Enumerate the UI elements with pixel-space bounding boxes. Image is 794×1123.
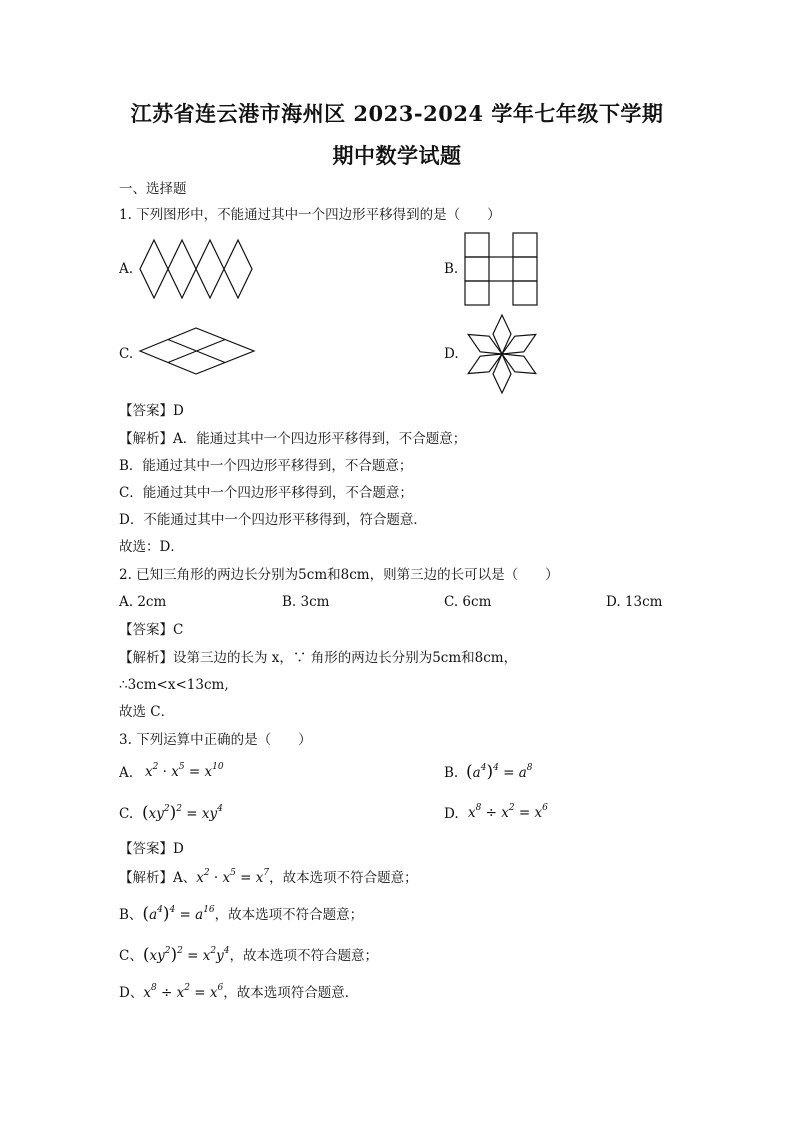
page-title: 江苏省连云港市海州区 2023-2024 学年七年级下学期 xyxy=(130,101,664,126)
q3-analysis-expression: $(xy^2)^2 = x^2y^4$ xyxy=(142,945,230,965)
section-heading: 一、选择题 xyxy=(119,181,187,197)
q1-analysis-line: C．能通过其中一个四边形平移得到，不合题意； xyxy=(119,485,413,501)
q1-figure-c-divided-rhombus xyxy=(138,326,256,376)
q1-figure-d-six-pointed-star xyxy=(462,313,542,395)
q3-option-b-expression: $(a^4)^4 = a^8$ xyxy=(466,762,533,782)
q1-option-b-label: B. xyxy=(444,261,459,277)
q2-option-c: C. 6cm xyxy=(444,594,492,610)
q3-analysis-expression: $x^8 \div x^2 = x^6$ xyxy=(143,983,224,1001)
q3-option-d-label: D. xyxy=(444,806,459,822)
q3-analysis-line xyxy=(119,946,378,965)
q2-option-a: A. 2cm xyxy=(119,594,167,610)
q3-analysis-line xyxy=(119,905,363,924)
q1-figure-a-rhombus-row xyxy=(138,238,260,300)
q3-option-c-label: C. xyxy=(119,806,134,822)
q1-analysis-line: B．能通过其中一个四边形平移得到，不合题意； xyxy=(119,458,413,474)
q3-analysis-suffix: ，故本选项不符合题意； xyxy=(269,870,418,886)
q3-analysis-prefix: 【解析】A、 xyxy=(119,870,197,886)
q1-option-d-label: D. xyxy=(444,346,459,362)
q1-answer: 【答案】D xyxy=(119,403,184,419)
q3-stem: 3. 下列运算中正确的是（ ） xyxy=(119,732,312,748)
q3-option-b-label: B. xyxy=(444,765,459,781)
page-subtitle: 期中数学试题 xyxy=(332,143,462,168)
q3-option-a-expression: $x^2 \cdot x^5 = x^{10}$ xyxy=(145,762,224,780)
q3-analysis-suffix: ，故本选项不符合题意； xyxy=(214,907,364,923)
q2-stem: 2. 已知三角形的两边长分别为5cm和8cm，则第三边的长可以是（ ） xyxy=(119,567,559,583)
q1-stem: 1. 下列图形中，不能通过其中一个四边形平移得到的是（ ） xyxy=(119,207,501,223)
q3-analysis-suffix: ，故本选项符合题意． xyxy=(223,985,359,1001)
q2-option-d: D. 13cm xyxy=(606,594,663,610)
q3-option-d-expression: $x^8 \div x^2 = x^6$ xyxy=(468,803,548,821)
q2-answer: 【答案】C xyxy=(119,622,184,638)
q3-answer: 【答案】D xyxy=(119,841,184,857)
q2-option-b: B. 3cm xyxy=(282,594,330,610)
q3-analysis-expression: $(a^4)^4 = a^{16}$ xyxy=(142,904,215,924)
q1-figure-b-square-grid xyxy=(464,232,540,306)
q2-analysis-line: ∴3cm<x<13cm, xyxy=(119,677,229,693)
q3-analysis-prefix: C、 xyxy=(119,948,143,964)
q3-analysis-prefix: D、 xyxy=(119,985,144,1001)
q2-analysis-line: 【解析】设第三边的长为 x，∵ 角形的两边长分别为5cm和8cm， xyxy=(119,650,518,666)
q3-analysis-expression: $x^2 \cdot x^5 = x^7$ xyxy=(196,868,270,886)
q3-analysis-prefix: B、 xyxy=(119,907,143,923)
q1-option-a-label: A. xyxy=(119,261,134,277)
q1-option-c-label: C. xyxy=(119,346,134,362)
q3-analysis-line xyxy=(119,869,418,887)
q3-option-a-label: A. xyxy=(119,765,134,781)
q1-analysis-line: D．不能通过其中一个四边形平移得到，符合题意． xyxy=(119,512,427,528)
q3-analysis-suffix: ，故本选项不符合题意； xyxy=(229,948,378,964)
q3-option-c-expression: $(xy^2)^2 = xy^4$ xyxy=(142,803,223,823)
q1-analysis-line: 【解析】A．能通过其中一个四边形平移得到，不合题意； xyxy=(119,431,467,447)
q3-analysis-line xyxy=(119,984,358,1002)
q2-analysis-line: 故选 C． xyxy=(119,704,175,720)
q1-analysis-line: 故选：D． xyxy=(119,539,184,555)
